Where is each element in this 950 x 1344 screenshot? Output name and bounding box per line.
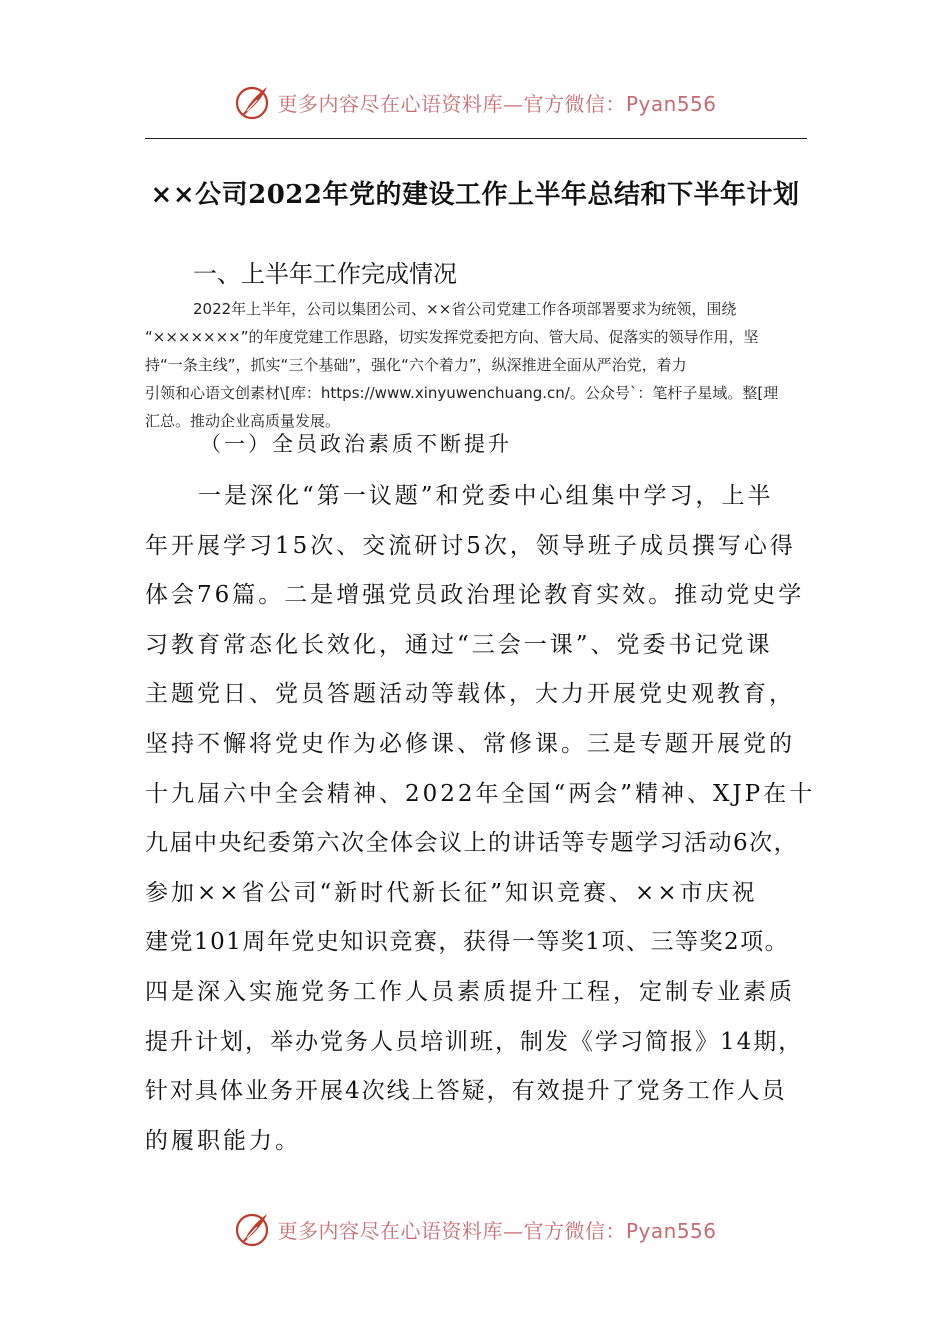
body-line: 主题党日、党员答题活动等载体，大力开展党史观教育， xyxy=(145,681,795,708)
body-line: 体会76篇。二是增强党员政治理论教育实效。推动党史学 xyxy=(145,582,805,609)
banner-label: 更多内容尽在心语资料库—官方微信： xyxy=(277,91,626,116)
subsection-heading: （一）全员政治素质不断提升 xyxy=(200,432,512,456)
body-line: 年开展学习15次、交流研讨5次，领导班子成员撰写心得 xyxy=(145,532,796,559)
body-line: 建党101周年党史知识竞赛，获得一等奖1项、三等奖2项。 xyxy=(145,929,790,956)
banner-text xyxy=(277,88,716,117)
body-line: 一是深化“第一议题”和党委中心组集中学习，上半 xyxy=(198,483,774,509)
body-paragraph xyxy=(145,472,825,1166)
body-line: 参加××省公司“新时代新长征”知识竞赛、××市庆祝 xyxy=(145,879,758,906)
body-line: 坚持不懈将党史作为必修课、常修课。三是专题开展党的 xyxy=(145,730,795,757)
body-line: 十九届六中全会精神、2022年全国“两会”精神、XJP在十 xyxy=(145,780,816,807)
banner-text xyxy=(277,1215,716,1244)
intro-line: 汇总。推动企业高质量发展。 xyxy=(145,412,341,430)
banner-wechat-id: Pyan556 xyxy=(625,91,717,116)
header-banner xyxy=(0,80,950,124)
footer-banner xyxy=(0,1207,950,1251)
intro-line: 持“一条主线”，抓实“三个基础”，强化“六个着力”，纵深推进全面从严治党，着力 xyxy=(145,356,687,374)
intro-paragraph xyxy=(145,295,809,435)
quill-logo-icon xyxy=(233,82,273,122)
intro-line: 引领和心语文创素材\[库：https://www.xinyuwenchuang.cn/。公众号`：笔杆子星域。整[理 xyxy=(145,384,779,402)
body-line: 九届中央纪委第六次全体会议上的讲话等专题学习活动6次， xyxy=(145,830,799,857)
body-line: 提升计划，举办党务人员培训班，制发《学习简报》14期， xyxy=(145,1028,804,1055)
section-heading: 一、上半年工作完成情况 xyxy=(193,260,457,288)
body-line: 习教育常态化长效化，通过“三会一课”、党委书记党课 xyxy=(145,631,773,658)
intro-line: “×××××××”的年度党建工作思路，切实发挥党委把方向、管大局、促落实的领导作用，坚 xyxy=(145,328,759,346)
banner-wechat-id: Pyan556 xyxy=(625,1218,717,1243)
quill-logo-icon xyxy=(233,1209,273,1249)
body-line: 的履职能力。 xyxy=(145,1127,301,1154)
document-title: ××公司2022年党的建设工作上半年总结和下半年计划 xyxy=(150,180,800,210)
header-divider xyxy=(145,138,807,139)
body-line: 四是深入实施党务工作人员素质提升工程，定制专业素质 xyxy=(145,978,795,1005)
body-line: 针对具体业务开展4次线上答疑，有效提升了党务工作人员 xyxy=(145,1078,787,1105)
intro-line: 2022年上半年，公司以集团公司、××省公司党建工作各项部署要求为统领，围绕 xyxy=(193,300,737,318)
banner-label: 更多内容尽在心语资料库—官方微信： xyxy=(277,1218,626,1243)
